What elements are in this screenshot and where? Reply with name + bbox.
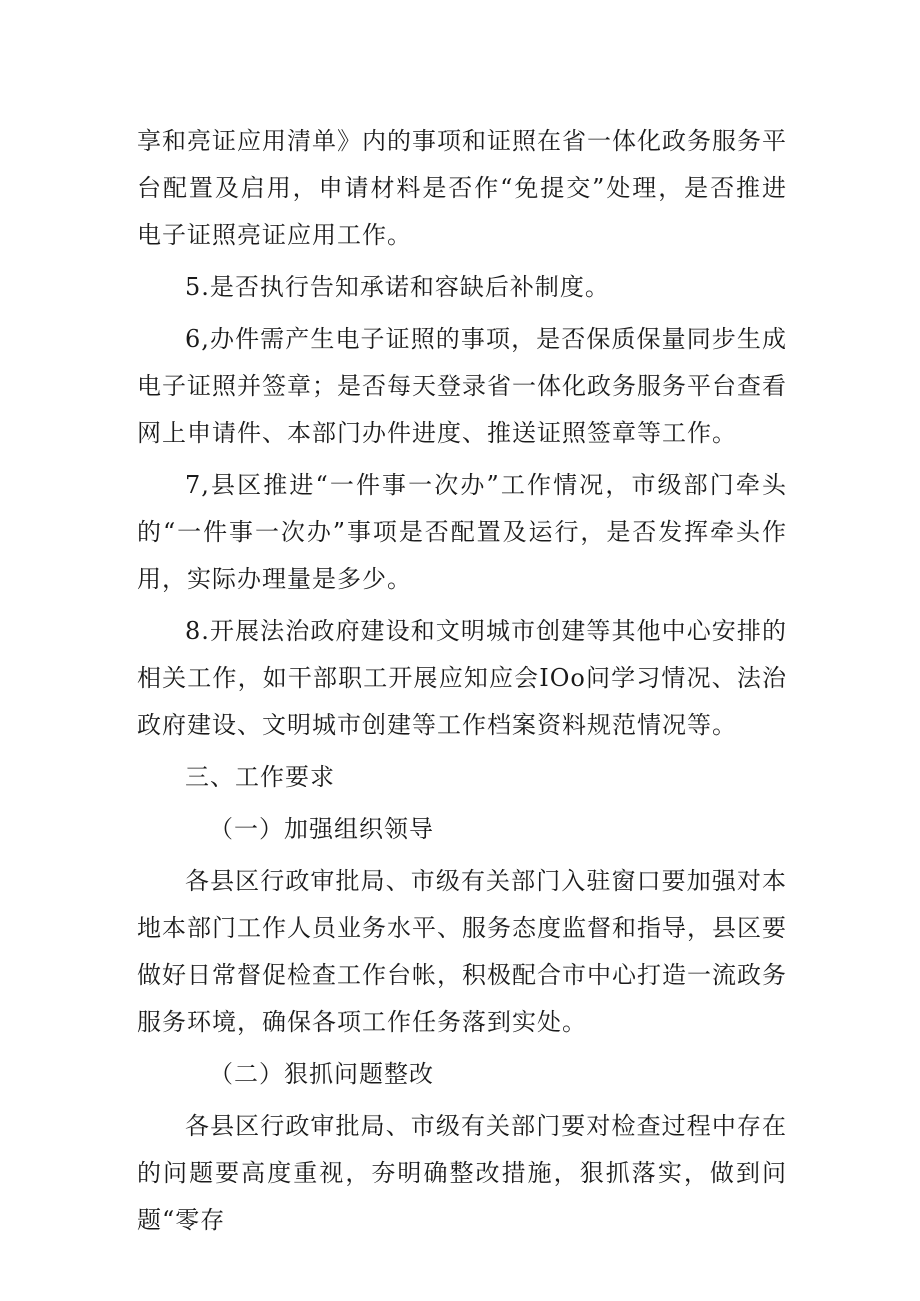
paragraph-item-6: 6,办件需产生电子证照的事项，是否保质保量同步生成电子证照并签章；是否每天登录省一体化政务服务平台查看网上申请件、本部门办件进度、推送证照签章等工作。 [137, 325, 787, 447]
subheading-rectification: （二）狠抓问题整改 [209, 1060, 434, 1088]
paragraph-rectification: 各县区行政审批局、市级有关部门要对检查过程中存在的问题要高度重视，夯明确整改措施，狠抓落实，做到问题“零存 [137, 1112, 787, 1234]
section-heading-work-requirements: 三、工作要求 [185, 763, 335, 791]
paragraph-item-8: 8.开展法治政府建设和文明城市创建等其他中心安排的相关工作，如干部职工开展应知应会IOo问学习情况、法治政府建设、文明城市创建等工作档案资料规范情况等。 [137, 617, 787, 739]
paragraph-continuation: 享和亮证应用清单》内的事项和证照在省一体化政务服务平台配置及启用，申请材料是否作“免提交”处理，是否推进电子证照亮证应用工作。 [137, 127, 787, 249]
paragraph-item-7: 7,县区推进“一件事一次办”工作情况，市级部门牵头的“一件事一次办”事项是否配置及运行，是否发挥牵头作用，实际办理量是多少。 [137, 471, 787, 593]
paragraph-item-5: 5.是否执行告知承诺和容缺后补制度。 [185, 273, 610, 301]
paragraph-leadership: 各县区行政审批局、市级有关部门入驻窗口要加强对本地本部门工作人员业务水平、服务态度监督和指导，县区要做好日常督促检查工作台帐，积极配合市中心打造一流政务服务环境，确保各项工作任务落到实处。 [137, 867, 787, 1036]
document-body [137, 118, 787, 1244]
subheading-strengthen-leadership: （一）加强组织领导 [209, 815, 434, 843]
